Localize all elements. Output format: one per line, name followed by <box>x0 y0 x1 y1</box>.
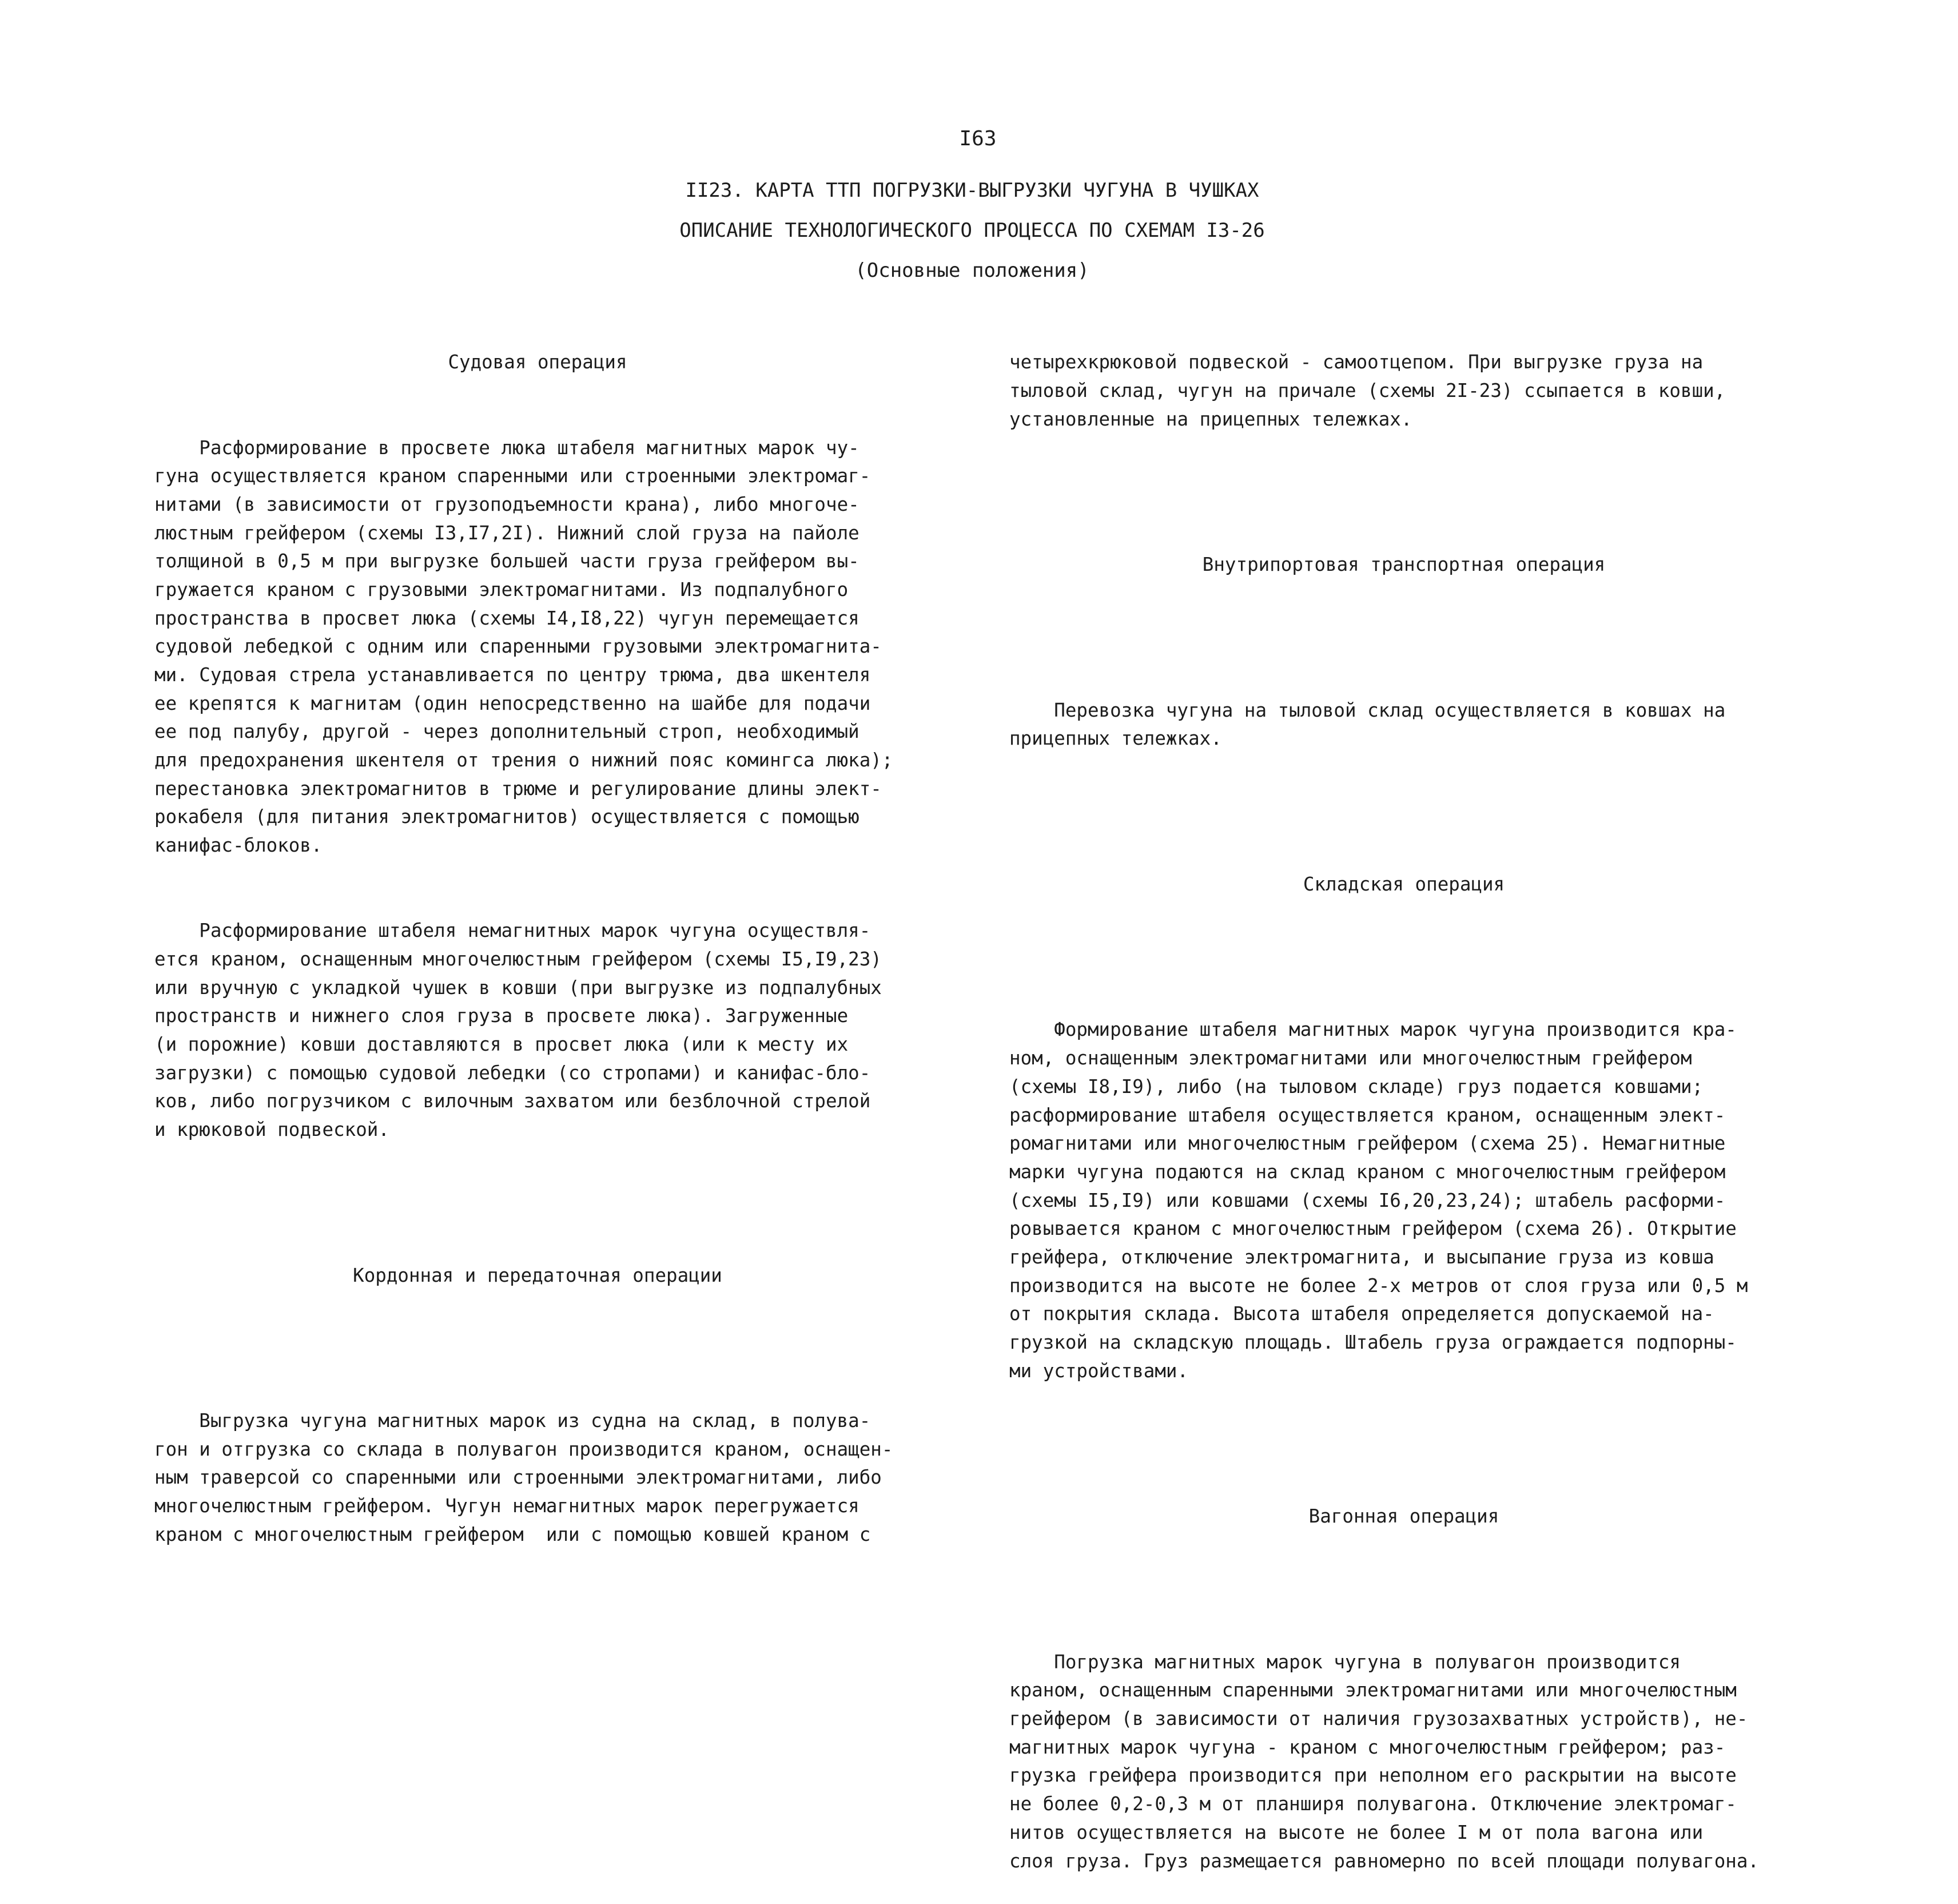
text-line: слоя груза. Груз размещается равномерно по всей площади полувагона. <box>1009 1850 1759 1872</box>
section-heading-ship-operation: Судовая операция <box>448 351 627 373</box>
text-line: толщиной в 0,5 м при выгрузке большей части груза грейфером вы- <box>154 550 859 573</box>
paragraph <box>154 917 944 1144</box>
text-line: ется краном, оснащенным многочелюстным грейфером (схемы I5,I9,23) <box>154 948 882 970</box>
section-heading-cordon-operation: Кордонная и передаточная операции <box>353 1264 722 1286</box>
text-line: Погрузка магнитных марок чугуна в полувагон производится <box>1009 1651 1681 1673</box>
title-line-1: II23. КАРТА ТТП ПОГРУЗКИ-ВЫГРУЗКИ ЧУГУНА В ЧУШКАХ <box>685 179 1259 202</box>
right-column <box>1009 292 1816 1904</box>
text-line: и крюковой подвеской. <box>154 1119 389 1141</box>
text-line: ромагнитами или многочелюстным грейфером (схема 25). Немагнитные <box>1009 1132 1726 1155</box>
text-line: (и порожние) ковши доставляются в просвет люка (или к месту их <box>154 1033 849 1055</box>
text-line: Расформирование в просвете люка штабеля магнитных марок чу- <box>154 436 859 459</box>
text-line: не более 0,2-0,3 м от планширя полувагона. Отключение электромаг- <box>1009 1793 1737 1815</box>
text-line: производится на высоте не более 2-х метров от слоя груза или 0,5 м <box>1009 1274 1748 1297</box>
text-line: гружается краном с грузовыми электромагнитами. Из подпалубного <box>154 578 849 601</box>
text-line: установленные на прицепных тележках. <box>1009 408 1412 430</box>
text-line: грузкой на складскую площадь. Штабель груза ограждается подпорны- <box>1009 1331 1737 1354</box>
text-line: пространств и нижнего слоя груза в просвете люка). Загруженные <box>154 1005 849 1027</box>
text-line: грейфером (в зависимости от наличия грузозахватных устройств), не- <box>1009 1708 1748 1730</box>
text-line: от покрытия склада. Высота штабеля определяется допускаемой на- <box>1009 1303 1714 1325</box>
text-line: Выгрузка чугуна магнитных марок из судна на склад, в полува- <box>154 1410 871 1432</box>
text-line: четырехкрюковой подвеской - самоотцепом. При выгрузке груза на <box>1009 351 1704 373</box>
section-heading-wagon-operation: Вагонная операция <box>1308 1505 1499 1528</box>
text-line: ее крепятся к магнитам (один непосредственно на шайбе для подачи <box>154 692 871 714</box>
text-line: многочелюстным грейфером. Чугун немагнитных марок перегружается <box>154 1495 859 1517</box>
text-line: магнитных марок чугуна - краном с многочелюстным грейфером; раз- <box>1009 1736 1726 1758</box>
text-line: прицепных тележках. <box>1009 728 1222 750</box>
left-column <box>154 292 944 1577</box>
paragraph <box>1009 348 1816 434</box>
text-line: краном, оснащенным спаренными электромагнитами или многочелюстным <box>1009 1679 1737 1702</box>
text-line: Перевозка чугуна на тыловой склад осуществляется в ковшах на <box>1009 699 1726 721</box>
text-line: люстным грейфером (схемы I3,I7,2I). Нижний слой груза на пайоле <box>154 522 859 544</box>
text-line: (схемы I5,I9) или ковшами (схемы I6,20,23,24); штабель расформи- <box>1009 1189 1726 1211</box>
text-line: тыловой склад, чугун на причале (схемы 2I-23) ссыпается в ковши, <box>1009 380 1726 402</box>
text-line: ее под палубу, другой - через дополнительный строп, необходимый <box>154 721 859 743</box>
text-line: загрузки) с помощью судовой лебедки (со стропами) и канифас-бло- <box>154 1062 871 1084</box>
text-line: (схемы I8,I9), либо (на тыловом складе) груз подается ковшами; <box>1009 1075 1704 1098</box>
text-line: ми устройствами. <box>1009 1360 1189 1382</box>
text-line: гон и отгрузка со склада в полувагон производится краном, оснащен- <box>154 1438 893 1460</box>
paragraph <box>1009 697 1816 753</box>
text-line: канифас-блоков. <box>154 834 323 857</box>
text-line: Формирование штабеля магнитных марок чугуна производится кра- <box>1009 1019 1737 1041</box>
text-line: нитами (в зависимости от грузоподъемности крана), либо многоче- <box>154 493 859 515</box>
text-line: Расформирование штабеля немагнитных марок чугуна осуществля- <box>154 920 871 942</box>
paragraph <box>1009 1016 1816 1385</box>
text-line: перестановка электромагнитов в трюме и регулирование длины элект- <box>154 777 882 800</box>
text-line: гуна осуществляется краном спаренными или строенными электромаг- <box>154 465 871 487</box>
text-line: пространства в просвет люка (схемы I4,I8,22) чугун перемещается <box>154 607 859 629</box>
text-line: грейфера, отключение электромагнита, и высыпание груза из ковша <box>1009 1246 1714 1268</box>
text-line: для предохранения шкентеля от трения о нижний пояс комингса люка); <box>154 749 893 772</box>
text-line: рокабеля (для питания электромагнитов) осуществляется с помощью <box>154 806 859 828</box>
paragraph <box>154 1407 944 1549</box>
text-line: ровывается краном с многочелюстным грейфером (схема 26). Открытие <box>1009 1218 1737 1240</box>
paragraph <box>1009 1648 1816 1876</box>
text-line: грузка грейфера производится при неполном его раскрытии на высоте <box>1009 1764 1737 1787</box>
text-line: ным траверсой со спаренными или строенными электромагнитами, либо <box>154 1466 882 1489</box>
text-line: или вручную с укладкой чушек в ковши (при выгрузке из подпалубных <box>154 976 882 999</box>
text-line: краном с многочелюстным грейфером или с помощью ковшей краном с <box>154 1523 871 1545</box>
text-line: судовой лебедкой с одним или спаренными грузовыми электромагнита- <box>154 635 882 658</box>
text-line: расформирование штабеля осуществляется краном, оснащенным элект- <box>1009 1104 1726 1126</box>
title-line-2: ОПИСАНИЕ ТЕХНОЛОГИЧЕСКОГО ПРОЦЕССА ПО СХЕМАМ I3-26 <box>679 219 1265 242</box>
text-line: ном, оснащенным электромагнитами или многочелюстным грейфером <box>1009 1047 1692 1070</box>
text-line: нитов осуществляется на высоте не более I м от пола вагона или <box>1009 1821 1704 1843</box>
page-number: I63 <box>959 127 997 150</box>
text-line: марки чугуна подаются на склад краном с многочелюстным грейфером <box>1009 1160 1726 1183</box>
paragraph <box>154 434 944 860</box>
section-heading-transport-operation: Внутрипортовая транспортная операция <box>1202 554 1606 576</box>
text-line: ков, либо погрузчиком с вилочным захватом или безблочной стрелой <box>154 1090 871 1112</box>
text-line: ми. Судовая стрела устанавливается по центру трюма, два шкентеля <box>154 664 871 686</box>
section-heading-warehouse-operation: Складская операция <box>1303 873 1505 895</box>
title-line-3: (Основные положения) <box>855 259 1089 282</box>
document-title <box>400 170 1544 291</box>
